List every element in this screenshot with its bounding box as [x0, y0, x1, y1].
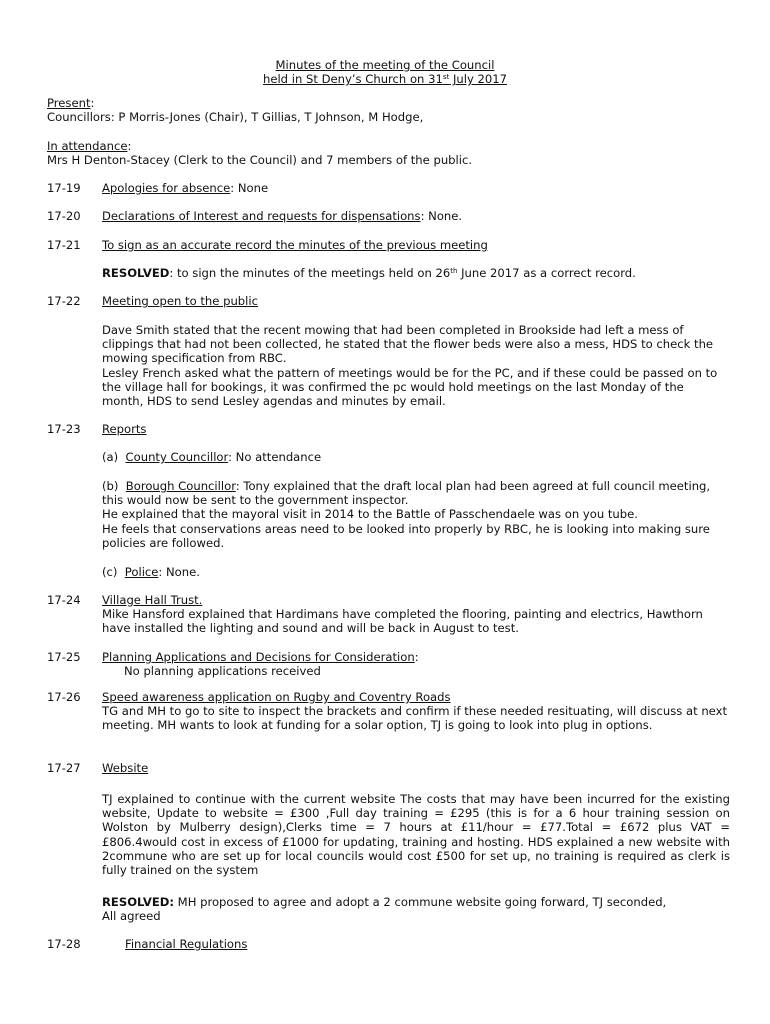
item-number-17-22: 17-22: [47, 294, 81, 308]
item-number-17-19: 17-19: [47, 181, 81, 195]
item-17-21-resolved: RESOLVED: to sign the minutes of the meetings held on 26th June 2017 as a correct record.: [102, 266, 636, 280]
item-number-17-21: 17-21: [47, 238, 81, 252]
item-number-17-23: 17-23: [47, 422, 81, 436]
item-17-27-text: TJ explained to continue with the current website The costs that may have been incurred for the existing website, Update to website = £300 ,Full day training = £295 (this is for a 6 hour training session on Wolston by Mulberry design),Clerks time = 7 hours at £11/hour = £77.Total = £672 plus VAT = £806.4would cost in excess of £1000 for updating, training and hosting. HDS explained a new website with 2commune who are set up for local councils would cost £500 for set up, no training is required as clerk is fully trained on the system: [102, 792, 730, 878]
item-17-27-resolved: RESOLVED: MH proposed to agree and adopt a 2 commune website going forward, TJ seconded, All agreed: [102, 895, 667, 924]
attendance-text: Mrs H Denton-Stacey (Clerk to the Council) and 7 members of the public.: [47, 153, 473, 168]
report-borough-councillor: (b) Borough Councillor: Tony explained that the draft local plan had been agreed at full council meeting, this would now be sent to the government inspector. He explained that the mayoral visit in 2014 to the Battle of Passchendaele was on you tube. He feels that conservations areas need to be looked into properly by RBC, he is looking into making sure policies are followed.: [102, 479, 711, 550]
item-17-23-title: Reports: [102, 422, 147, 436]
report-county-councillor: (a) County Councillor: No attendance: [102, 450, 322, 464]
item-17-24: Village Hall Trust. Mike Hansford explained that Hardimans have completed the flooring, painting and electrics, Hawthorn have installed the lighting and sound and will be back in August to test.: [102, 593, 703, 636]
item-number-17-25: 17-25: [47, 650, 81, 664]
item-number-17-26: 17-26: [47, 690, 81, 704]
item-17-25: Planning Applications and Decisions for Consideration: No planning applications received: [102, 650, 419, 679]
item-17-28-title: Financial Regulations: [125, 937, 248, 951]
item-17-22-text: Dave Smith stated that the recent mowing that had been completed in Brookside had left a mess of clippings that had not been collected, he stated that the flower beds were also a mess, HDS to check the mowing specification from RBC. Lesley French asked what the pattern of meetings would be for the PC, and if these could be passed on to the village hall for bookings, it was confirmed the pc would hold meetings on the last Monday of the month, HDS to send Lesley agendas and minutes by email.: [102, 323, 718, 409]
item-number-17-28: 17-28: [47, 937, 81, 951]
present-heading: Present: [47, 96, 91, 110]
document-title: [0, 58, 770, 86]
attendance-heading: In attendance: [47, 139, 128, 153]
item-17-20: Declarations of Interest and requests for dispensations: None.: [102, 209, 463, 223]
title-line-1: Minutes of the meeting of the Council: [275, 58, 495, 72]
item-number-17-24: 17-24: [47, 593, 81, 607]
present-text: Councillors: P Morris-Jones (Chair), T Gillias, T Johnson, M Hodge,: [47, 110, 424, 125]
item-17-22-title: Meeting open to the public: [102, 294, 258, 308]
title-line-2: held in St Deny’s Church on 31st July 2017: [262, 72, 507, 87]
item-17-21-title: To sign as an accurate record the minutes of the previous meeting: [102, 238, 488, 252]
item-number-17-20: 17-20: [47, 209, 81, 223]
item-17-26: Speed awareness application on Rugby and Coventry Roads TG and MH to go to site to inspect the brackets and confirm if these needed resituating, will discuss at next meeting. MH wants to look at funding for a solar option, TJ is going to look into plug in options.: [102, 690, 728, 733]
item-17-19: Apologies for absence: None: [102, 181, 269, 195]
present-section: Present: Councillors: P Morris-Jones (Chair), T Gillias, T Johnson, M Hodge,: [47, 96, 737, 124]
item-number-17-27: 17-27: [47, 761, 81, 775]
item-17-27-title: Website: [102, 761, 149, 775]
attendance-section: In attendance: Mrs H Denton-Stacey (Clerk to the Council) and 7 members of the public.: [47, 139, 737, 167]
report-police: (c) Police: None.: [102, 565, 200, 579]
